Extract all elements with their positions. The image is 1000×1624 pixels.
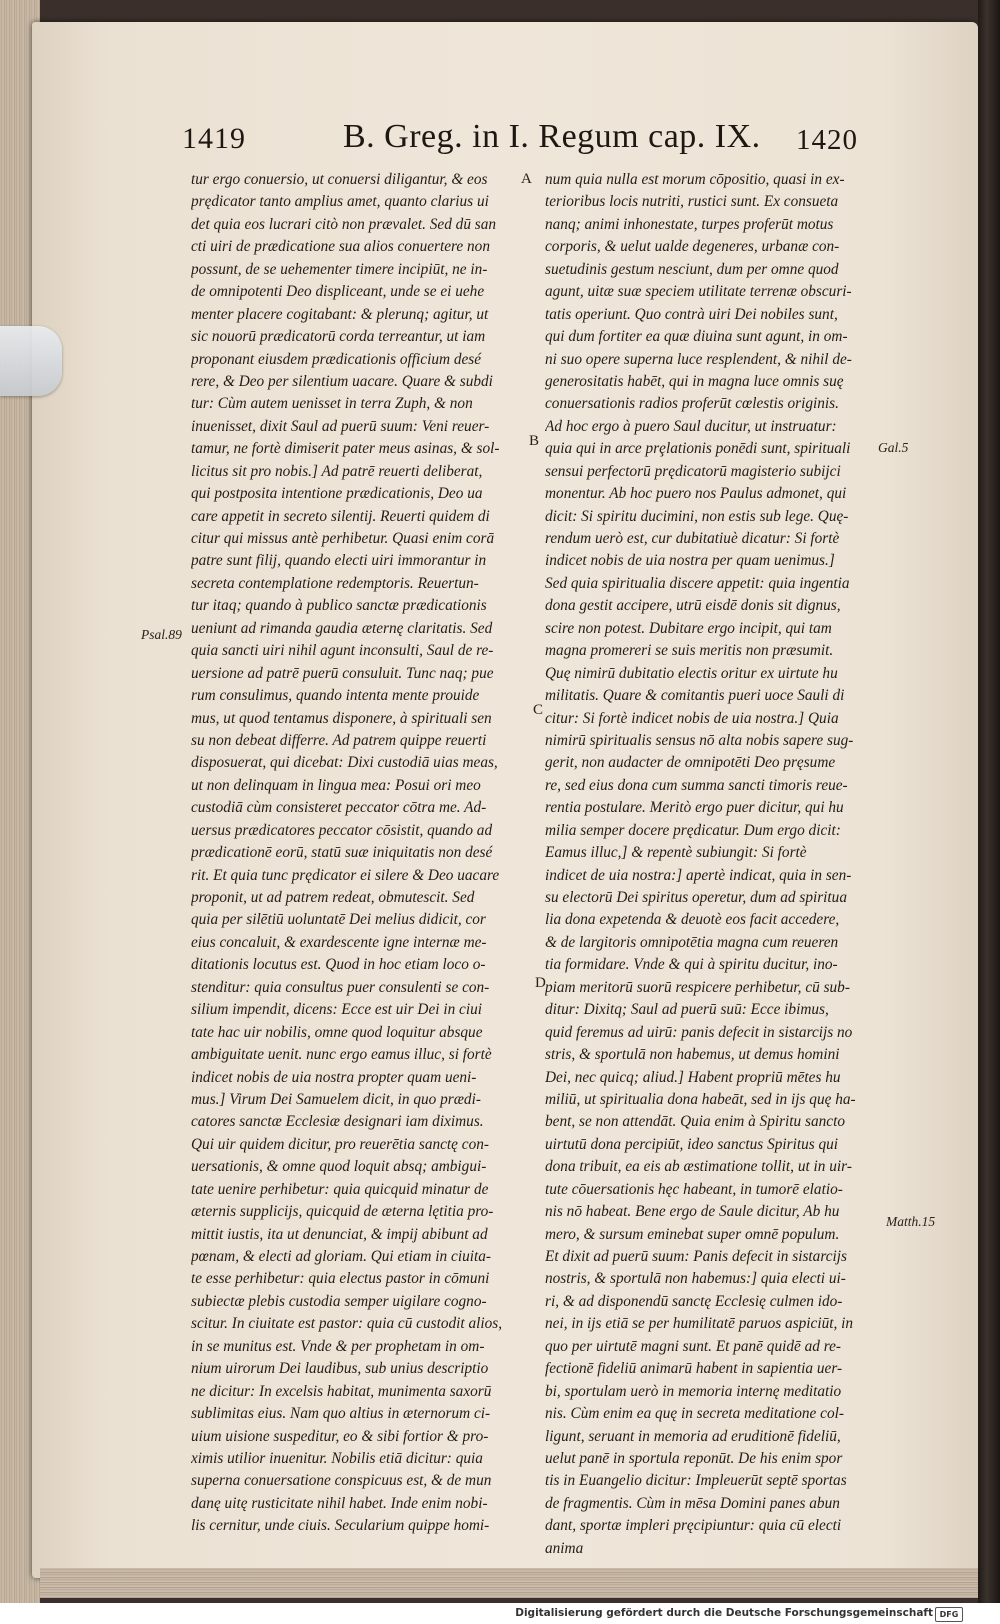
text-line: Qui uir quidem dicitur, pro reuerētia sanctę con- <box>191 1135 489 1153</box>
text-line: tur: Cùm autem uenisset in terra Zuph, & non <box>191 395 473 413</box>
text-line: te esse perhibetur: quia electus pastor in cōmuni <box>191 1270 490 1288</box>
text-line: suetudinis gestum nesciunt, dum per omne quod <box>545 260 839 278</box>
text-line: tis in Euangelio dicitur: Impleuerūt septē sportas <box>545 1472 847 1490</box>
text-line: tamur, ne fortè dimiserit pater meus asinas, & sol- <box>191 440 500 458</box>
text-line: monentur. Ab hoc puero nos Paulus admonet, qui <box>545 485 847 503</box>
text-line: quid feremus ad uirū: panis defecit in sistarcijs no <box>545 1023 853 1041</box>
text-line: Dei, nec quicq; aliud.] Habent propriū mētes hu <box>545 1068 841 1086</box>
text-line: qui postposita intentione prædicationis, Deo ua <box>191 485 483 503</box>
marginal-ref-psal: Psal.89 <box>141 627 182 642</box>
text-line: tia formidare. Vnde & qui à spiritu ducitur, ino- <box>545 956 838 974</box>
text-line: piam meritorū suorū respicere perhibetur, cū sub- <box>545 978 850 996</box>
text-line: corporis, & uelut ualde degeneres, urbanæ con- <box>545 238 840 256</box>
text-line: nanq; animi inhonestate, turpes proferūt motus <box>545 215 834 233</box>
text-line: eius concaluit, & exardescente igne internæ me- <box>191 933 487 951</box>
text-line: sublimitas eius. Nam quo altius in æternorum ci- <box>191 1405 491 1423</box>
text-line: possunt, de se uehementer timere incipiūt, ne in- <box>191 260 488 278</box>
text-line: menter placere cogitabant: & plerunq; agitur, ut <box>191 305 489 323</box>
text-line: nis. Cùm enim ea quę in secreta meditatione col- <box>545 1405 844 1423</box>
text-line: magna promereri se suis meritis non præsumit. <box>545 642 834 660</box>
text-line: indicet nobis de uia nostra per quam uenimus.] <box>545 552 835 570</box>
text-line: re, sed eius dona cum summa sancti timoris reue- <box>545 776 848 794</box>
text-line: tute cōuersationis hęc habeant, in tumorē elatio- <box>545 1180 843 1198</box>
text-line: militatis. Quare & comitantis pueri uoce Sauli di <box>545 687 845 705</box>
text-line: qui dum fortiter ea quæ diuina sunt agunt, in om- <box>545 328 848 346</box>
text-line: uelut panē in sportula reponūt. De his enim spor <box>545 1449 843 1467</box>
text-line: rere, & Deo per silentium uacare. Quare & subdi <box>191 372 493 390</box>
text-line: Eamus illuc,] & repentè subiungit: Si fortè <box>545 844 807 862</box>
text-line: su non debeat differre. Ad patrem quippe reuerti <box>191 731 487 749</box>
footer-credit: Digitalisierung gefördert durch die Deutsche Forschungsgemeinschaft <box>515 1607 933 1619</box>
text-line: dicit: Si spiritu ducimini, non estis sub lege. Quę- <box>545 507 849 525</box>
text-line: nis nō habeat. Bene ergo de Saule dicitur, Ab hu <box>545 1203 840 1221</box>
text-line: care appetit in secreto silentij. Reuerti quidem di <box>191 507 490 525</box>
text-line: ximis utilior inuenitur. Nobilis etiā dicitur: quia <box>191 1449 483 1467</box>
text-line: Sed quia spiritualia discere appetit: quia ingentia <box>545 574 850 592</box>
text-line: anima <box>545 1539 584 1557</box>
text-line: indicet de uia nostra:] apertè indicat, quia in sen- <box>545 866 852 884</box>
text-line: dant, sportæ impleri pręcipiuntur: quia cū electi <box>545 1517 842 1535</box>
text-line: bi, sportulam uerò in memoria internę meditatio <box>545 1382 842 1400</box>
text-line: lia dona expetenda & deuotè eos facit accedere, <box>545 911 840 929</box>
text-line: gerit, non audacter de omnipotēti Deo pręsume <box>545 754 836 772</box>
text-line: stris, & sportulā non habemus, ut demus homini <box>545 1046 840 1064</box>
section-marker-c: C <box>533 702 544 718</box>
text-line: nei, in ijs etiā se per humilitatē paruos aspiciūt, in <box>545 1315 854 1333</box>
text-line: ri, & ad disponendū sanctę Ecclesię culmen ido- <box>545 1292 843 1310</box>
text-line: ditationis locutus est. Quod in hoc etiam loco o- <box>191 956 486 974</box>
text-line: inuenisset, dixit Saul ad puerū suum: Veni reuer- <box>191 417 490 435</box>
text-line: mero, & sursum eminebat super omnē populum. <box>545 1225 840 1243</box>
text-line: ut non delinquam in lingua mea: Posui ori meo <box>191 776 481 794</box>
text-line: subiectæ plebis custodia semper uigilare cogno- <box>191 1292 487 1310</box>
text-line: prædicationē eorū, statū suæ iniquitatis non desé <box>191 844 493 862</box>
text-line: tate hac uir nobilis, omne quod loquitur absque <box>191 1023 483 1041</box>
text-line: generositatis habēt, qui in magna luce omnis suę <box>545 372 844 390</box>
text-line: uersione ad patrē puerū consuluit. Tunc naq; pue <box>191 664 494 682</box>
right-column <box>545 169 890 1560</box>
text-line: lis cernitur, unde ciuis. Secularium quippe homi- <box>191 1517 490 1535</box>
text-line: sensui perfectorū prędicatorū magisterio subijci <box>545 462 841 480</box>
text-line: conuersationis radios proferūt cœlestis originis. <box>545 395 839 413</box>
text-line: stenditur: quia consultus puer consulenti se con- <box>191 978 490 996</box>
page-number-right: 1420 <box>796 124 858 156</box>
text-line: indicet nobis de uia nostra propter quam ueni- <box>191 1068 477 1086</box>
page-edges-bottom <box>40 1568 980 1598</box>
running-head <box>0 118 1000 162</box>
text-line: citur qui missus antè perhibetur. Quasi enim corā <box>191 530 495 547</box>
text-line: tate uenire perhibetur: quia quicquid minatur de <box>191 1180 489 1198</box>
text-line: rum consulimus, quando intenta mente prouide <box>191 687 480 705</box>
text-line: silium impendit, dicens: Ecce est uir Dei in ciui <box>191 1001 482 1019</box>
text-line: patre sunt filij, quando electi uiri immorantur in <box>191 552 487 570</box>
text-line: danę uitę rusticitate nihil habet. Inde enim nobi- <box>191 1494 488 1512</box>
text-line: ambiguitate uenit. nunc ergo eamus illuc, si fortè <box>191 1046 492 1064</box>
text-line: rentia postulare. Meritò ergo puer dicitur, qui hu <box>545 799 844 817</box>
text-line: sic nouorū prædicatorū corda terreantur, ut iam <box>191 328 486 346</box>
text-line: tatis operiunt. Quo contrà uiri Dei nobiles sunt, <box>545 305 838 323</box>
text-line: pœnam, & electi ad gloriam. Qui etiam in ciuita- <box>191 1248 491 1265</box>
text-line: su electorū Dei spiritus operetur, dum ad spiritua <box>545 889 847 906</box>
text-line: cti uiri de prædicatione sua alios conuertere non <box>191 238 490 256</box>
text-line: æternis supplicijs, quicquid de æterna lętitia pro- <box>191 1203 494 1221</box>
text-line: prędicator tanto amplius amet, quanto clarius ui <box>191 193 489 211</box>
text-line: ueniunt ad rimanda gaudia æternę claritatis. Sed <box>191 619 493 637</box>
text-line: secreta contemplatione redemptoris. Reuertun- <box>191 574 479 592</box>
text-line: de fragmentis. Cùm in mēsa Domini panes abun <box>545 1494 840 1512</box>
text-line: catores sanctæ Ecclesiæ designari iam diximus. <box>191 1113 484 1131</box>
text-line: mittit iustis, ita ut denunciat, & impij abibunt ad <box>191 1225 488 1243</box>
section-marker-a: A <box>521 171 532 187</box>
text-line: de omnipotenti Deo displiceant, unde se ei uehe <box>191 283 485 301</box>
text-line: tur itaq; quando à publico sanctæ prædicationis <box>191 597 487 615</box>
text-line: proponant eiusdem prædicationis officium desé <box>191 350 482 368</box>
text-line: rendum uerò est, cur dubitatiuè dicatur: Si fortè <box>545 530 840 547</box>
digitization-footer <box>0 1603 1000 1624</box>
text-line: fectionē fideliū animarū habent in sapientia uer- <box>545 1360 843 1378</box>
text-line: tur ergo conuersio, ut conuersi diligantur, & eos <box>191 171 488 188</box>
text-line: ligunt, seruant in memoria ad eruditionē fideliū, <box>545 1427 841 1445</box>
text-line: dona tribuit, ea eis ab æstimatione tollit, ut in uir- <box>545 1158 852 1176</box>
section-marker-d: D <box>535 975 546 991</box>
text-line: custodiā cùm consisteret peccator cōtra me. Ad- <box>191 799 487 817</box>
section-marker-b: B <box>529 433 540 449</box>
text-line: terioribus locis nutriti, rustici sunt. Ex consueta <box>545 193 839 211</box>
text-line: scitur. In ciuitate est pastor: quia cū custodit alios, <box>191 1315 503 1333</box>
text-line: uirtutū dona percipiūt, ideo sanctus Spiritus qui <box>545 1135 839 1153</box>
page-number-left: 1419 <box>182 122 246 155</box>
text-line: bent, se non attendāt. Quia enim à Spiritu sancto <box>545 1113 845 1131</box>
text-line: nimirū spiritualis sensus nō alta nobis sapere sug- <box>545 731 854 749</box>
text-line: quia per silētiū uoluntatē Dei melius didicit, cor <box>191 911 486 929</box>
text-line: quia sancti uiri nihil agunt inconsulti, Saul de re- <box>191 642 494 660</box>
text-line: mus, ut quod tentamus disponere, à spirituali sen <box>191 709 492 727</box>
text-line: ditur: Dixitq; Saul ad puerū suū: Ecce ibimus, <box>545 1001 829 1019</box>
page-title: B. Greg. in I. Regum cap. IX. <box>343 118 761 155</box>
text-line: licitus sit pro nobis.] Ad patrē reuerti deliberat, <box>191 462 483 480</box>
text-line: superna conuersatione conspicuus est, & de mun <box>191 1472 492 1490</box>
text-line: mus.] Virum Dei Samuelem dicit, in quo prædi- <box>191 1090 481 1108</box>
text-line: uersationis, & omne quod loquit absq; ambigui- <box>191 1158 487 1176</box>
text-line: quia qui in arce prȩlationis ponēdi sunt, spirituali <box>545 440 851 458</box>
text-line: scire non potest. Dubitare ergo incipit, qui tam <box>545 619 832 637</box>
text-line: ni suo opere superna luce resplendent, & nihil de- <box>545 350 852 368</box>
text-line: rit. Et quia tunc prędicator ei silere & Deo uacare <box>191 866 500 884</box>
text-line: Ad hoc ergo à puero Saul ducitur, ut instruatur: <box>545 417 837 435</box>
bookmark-tab <box>0 326 62 396</box>
text-line: ne dicitur: In excelsis habitat, munimenta saxorū <box>191 1382 492 1400</box>
text-line: citur: Si fortè indicet nobis de uia nostra.] Quia <box>545 709 839 727</box>
text-line: uersus prædicatores peccator cōsistit, quando ad <box>191 821 493 839</box>
text-line: nium uirorum Dei laudibus, sub unius descriptio <box>191 1360 489 1378</box>
dfg-logo: DFG <box>935 1607 963 1622</box>
marginal-ref-matth: Matth.15 <box>886 1214 936 1229</box>
left-column <box>191 169 536 1538</box>
text-line: uium uisione suspeditur, eo & sibi fortior & pro- <box>191 1427 489 1445</box>
text-line: milia semper docere prędicatur. Dum ergo dicit: <box>545 821 841 839</box>
text-line: Quę nimirū dubitatio electis oritur ex uirtute hu <box>545 664 838 682</box>
text-line: miliū, ut spiritualia dona habeāt, sed in ijs quę ha- <box>545 1090 856 1108</box>
text-line: disposuerat, qui dicebat: Dixi custodiā uias meas, <box>191 754 498 772</box>
text-line: num quia nulla est morum cōpositio, quasi in ex- <box>545 171 845 188</box>
text-line: det quia eos lucrari citò non prævalet. Sed dū san <box>191 215 497 233</box>
text-line: & de largitoris omnipotētia magna cum reueren <box>545 933 839 951</box>
text-line: nostris, & sportulā non habemus:] quia electi ui- <box>545 1270 846 1288</box>
text-line: dona gestit accipere, utrū eisdē donis sit dignus, <box>545 597 841 615</box>
text-line: Et dixit ad puerū suum: Panis defecit in sistarcijs <box>545 1248 847 1265</box>
text-line: proponit, ut ad patrem redeat, obmutescit. Sed <box>191 889 475 906</box>
text-line: quo per uirtutē magni sunt. Et panē quidē ad re- <box>545 1337 841 1355</box>
marginal-ref-gal: Gal.5 <box>878 440 909 455</box>
text-line: in se munitus est. Vnde & per prophetam in om- <box>191 1337 485 1355</box>
book-cover-edge <box>978 0 1000 1603</box>
text-line: agunt, uitæ suæ speciem utilitate terrenæ obscuri- <box>545 283 852 301</box>
